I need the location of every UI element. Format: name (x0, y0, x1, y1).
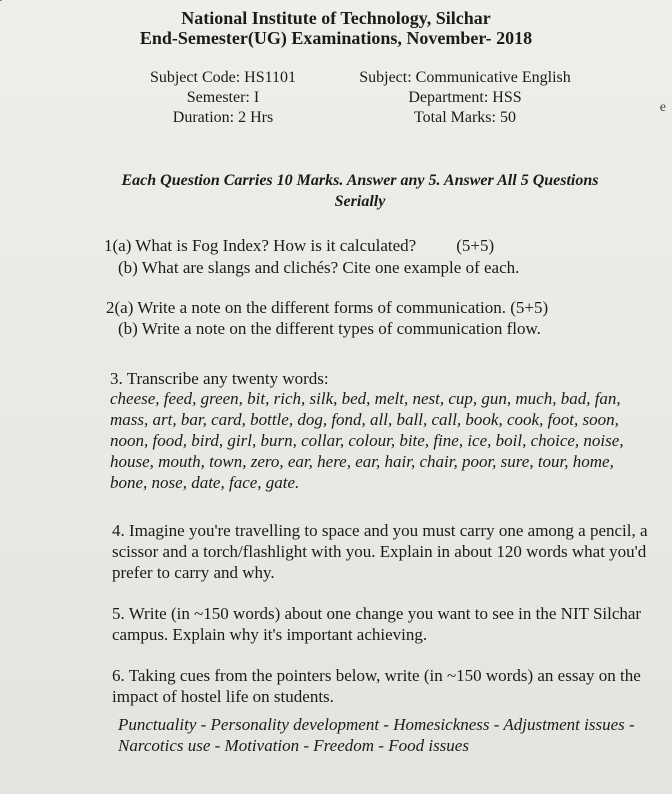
question-3-words: cheese, feed, green, bit, rich, silk, bed, melt, nest, cup, gun, much, bad, fan, mass, art, bar, card, bottle, dog, fond, all, ball, call, book, cook, foot, soon, noon, food, bird, girl, burn, collar, colour, bite, fine, ice, boil, choice, noise, house, mouth, town, zero, ear, here, ear, hair, chair, poor, sure, tour, home, bone, nose, date, face, gate. (110, 389, 624, 492)
semester: Semester: I (186, 89, 260, 106)
question-2a-text: 2(a) Write a note on the different forms of communication. (106, 298, 506, 317)
question-2a (106, 297, 548, 318)
exam-title: End-Semester(UG) Examinations, November- 2018 (139, 28, 533, 48)
question-5: 5. Write (in ~150 words) about one change you want to see in the NIT Silchar campus. Explain why it's important achieving. (112, 604, 642, 644)
subject-code: Subject Code: HS1101 (149, 69, 297, 86)
question-1a (104, 235, 494, 256)
question-1a-text: 1(a) What is Fog Index? How is it calculated? (104, 236, 417, 255)
question-1-marks: (5+5) (456, 236, 495, 255)
question-4: 4. Imagine you're travelling to space and you must carry one among a pencil, a scissor and a torch/flashlight with you. Explain in about 120 words what you'd prefer to carry and why. (112, 521, 648, 582)
question-2-marks: (5+5) (510, 298, 549, 317)
question-6-pointers: Punctuality - Personality development - Homesickness - Adjustment issues - Narcotics use - Motivation - Freedom - Food issues (118, 715, 635, 755)
question-3: 3. Transcribe any twenty words: (110, 369, 329, 388)
total-marks: Total Marks: 50 (414, 109, 516, 126)
meta-left (128, 68, 318, 128)
meta-right (340, 68, 590, 128)
institute-title: National Institute of Technology, Silchar (181, 8, 491, 28)
corner-mark (0, 0, 37, 1)
subject: Subject: Communicative English (359, 69, 571, 86)
question-6: 6. Taking cues from the pointers below, write (in ~150 words) an essay on the impact of hostel life on students. (112, 666, 641, 706)
edge-mark: e (659, 100, 666, 115)
duration: Duration: 2 Hrs (172, 109, 274, 126)
instructions: Each Question Carries 10 Marks. Answer any 5. Answer All 5 Questions Serially (121, 172, 599, 210)
department: Department: HSS (408, 89, 522, 106)
question-1b: (b) What are slangs and clichés? Cite one example of each. (118, 258, 520, 277)
question-2b: (b) Write a note on the different types of communication flow. (118, 319, 541, 338)
